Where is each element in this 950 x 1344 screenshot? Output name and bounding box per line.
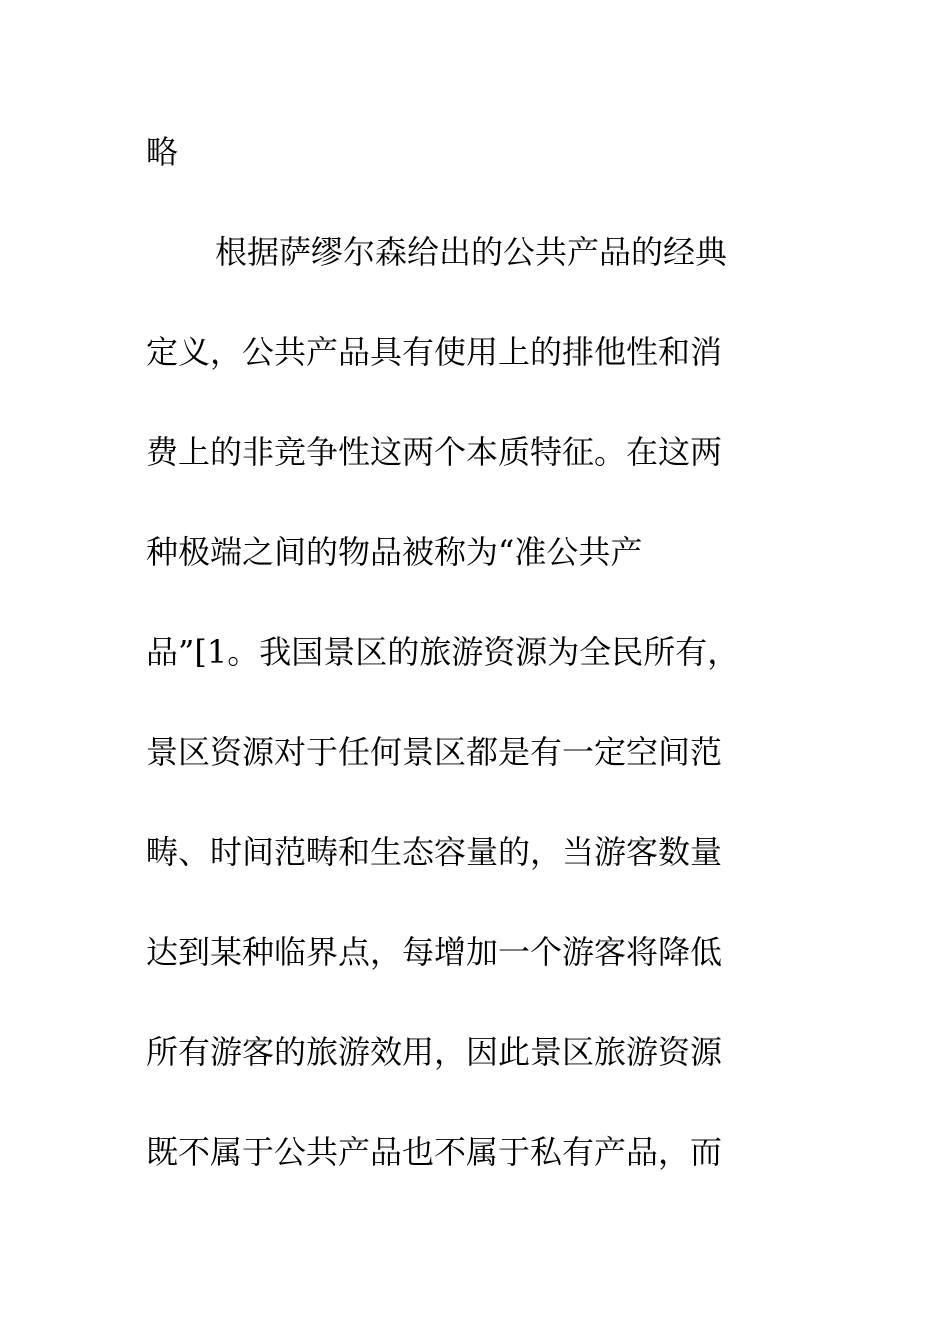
text-line: 达到某种临界点，每增加一个游客将降低: [146, 933, 723, 971]
text-line: 既不属于公共产品也不属于私有产品，而: [146, 1133, 723, 1171]
text-line: 景区资源对于任何景区都是有一定空间范: [146, 733, 723, 771]
paragraph-first-line: 根据萨缪尔森给出的公共产品的经典: [215, 233, 728, 271]
text-line: 所有游客的旅游效用，因此景区旅游资源: [146, 1033, 723, 1071]
text-line: 种极端之间的物品被称为“准公共产: [146, 533, 643, 571]
text-line: 定义，公共产品具有使用上的排他性和消: [146, 333, 723, 371]
text-line: 费上的非竞争性这两个本质特征。在这两: [146, 433, 723, 471]
text-line: 畴、时间范畴和生态容量的，当游客数量: [146, 833, 723, 871]
text-line: 品”[1。我国景区的旅游资源为全民所有，: [146, 633, 740, 671]
text-line-fragment: 略: [146, 133, 179, 171]
